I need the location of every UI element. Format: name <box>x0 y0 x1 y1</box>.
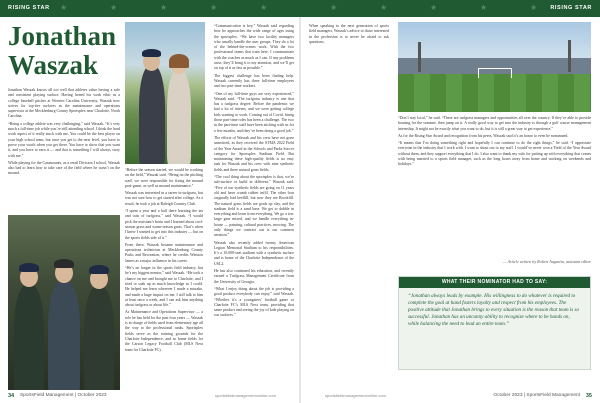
photo-couple <box>125 22 205 164</box>
article-column-5 <box>398 116 591 256</box>
article-title: Jonathan Waszak <box>8 21 117 80</box>
page-spine <box>299 17 301 403</box>
quote-box-header: WHAT THEIR NOMINATOR HAD TO SAY: <box>399 277 590 288</box>
article-column-1 <box>8 88 120 212</box>
star-icon: ★ <box>330 3 338 12</box>
person-figure <box>139 66 165 164</box>
cap-icon <box>142 49 161 57</box>
magazine-footer-left: SportsField Management | October 2023 <box>20 393 107 398</box>
person-figure <box>48 281 80 390</box>
cap-icon <box>54 259 74 268</box>
paragraph: Waszak was interested in a career in turfgrass, but was not sure how to get started after college. As a result, he took a job at Raleigh Country Club. <box>125 191 203 206</box>
paragraph: He has also continued his education, and recently earned a Turfgrass Management Certificate from the University of Georgia. <box>214 269 294 284</box>
photo-stadium-field <box>398 22 591 112</box>
website-url-right: sportsfieldmanagementonline.com <box>325 393 386 398</box>
person-figure <box>14 285 44 390</box>
cap-icon <box>19 263 39 272</box>
paragraph: While playing for the Catamounts, as a retail Division I school, Waszak also had to learn how to take care of the field where he wasn’t on the mound. <box>8 160 120 176</box>
article-column-2 <box>125 168 203 390</box>
cap-icon <box>89 265 109 274</box>
section-label-right: RISING STAR <box>550 5 592 11</box>
paragraph: When speaking to the next generation of sports field managers, Waszak’s advice to those interested in the profession is to never be afraid to ask questions. <box>309 24 389 44</box>
star-icon: ★ <box>110 3 118 12</box>
star-icon: ★ <box>260 3 268 12</box>
paragraph: As Maintenance and Operations Supervisor — a role he has held for the past four years — Waszak is in charge of fields used from elementary age all the way to the professional ranks. Sportsplex fields serve as the training grounds for the Charlotte Independence, and as home fields for the Carson Legacy Football Club (MLS Next team for Charlotte FC). <box>125 310 203 352</box>
paragraph: Waszak also recently added twenty American Legion Memorial Stadium to his responsibilities. It’s a 10,000-seat stadium with a synthetic surface and is home of the Charlotte Independence of the USL2. <box>214 240 294 266</box>
star-icon: ★ <box>430 3 438 12</box>
page-number-left: 34 <box>8 393 15 399</box>
star-icon: ★ <box>380 3 388 12</box>
paragraph: “Being a college athlete was very challenging,” said Waszak. “It’s very much a full-time job while you’re still attending school. I think the hard work aspect of it really stuck with me. You could be the best player on your high school team, but once you get to the next level, you have to prove your worth when you get there. You have to show that you want it, and you have to earn it — and that is something I will always carry with me.” <box>8 121 120 158</box>
turf-field <box>398 74 591 112</box>
nominator-quote-box <box>398 276 591 370</box>
section-band <box>0 0 600 17</box>
light-pole <box>568 40 571 72</box>
goal-frame <box>478 68 512 78</box>
person-figure <box>84 287 114 390</box>
star-icon: ★ <box>60 3 68 12</box>
article-column-4 <box>309 24 389 390</box>
paragraph: “I spent a year and a half there learning the ins and outs of turfgrass,” said Waszak. “I would pick the assistant’s brain and I learned about cool-season grass and warm-season grass. That’s when I knew I wanted to get into this industry — but on the sports fields side of it.” <box>125 209 203 240</box>
website-url-left: sportsfieldmanagementonline.com <box>215 393 276 398</box>
star-icon: ★ <box>480 3 488 12</box>
paragraph: The efforts of Waszak and his crew have not gone unnoticed, as they received the STMA 2022 Field of the Year Award in the Schools and Parks Soccer category for Sportsplex Stadium Field. But maintaining these high-quality fields is no easy task for Waszak and his crew with nine synthetic fields and three natural grass fields. <box>214 135 294 172</box>
star-icon: ★ <box>210 3 218 12</box>
paragraph: “The cool thing about the sportsplex is that, we’re sub-surface or build in different,” Waszak said. “Five of our synthetic fields are going on 11 years old and have crumb rubber infill. The other four originally had beeflill, but now they are Brockfill. The natural grass fields are goals up clay, and the stadium field is a sand base. We get to dabble in everything and learn from everything. We go a ton: large gear mixed, and we handle everything in-house — painting, cultural practices, mowing. The only things we contract out is our common aeration.” <box>214 175 294 238</box>
paragraph: “One of my full-time guys are very experienced,” Waszak said. “The turfgrass industry is one that has a turfgrass degree. Before the pandemic we had a lot of interns, and we were getting college kids wanting to work. Coming out of Covid, hiring those part-time roles has been a challenge. The two in the part-time staff have been sticking with us for a few months, and they’ve been doing a good job.” <box>214 91 294 133</box>
page-number-right: 35 <box>585 393 592 399</box>
photo-crew <box>8 215 120 390</box>
paragraph: “What I enjoy doing about the job is providing a good product everybody can enjoy,” said Waszak. “Whether it’s a youngsters’ football game or Charlotte FC’s MLS Next team, providing that same product and seeing the joy of kids playing on our surfaces.” <box>214 286 294 318</box>
magazine-footer-right: October 2023 | SportsField Management <box>493 393 580 398</box>
paragraph: “Don’t stay local,” he said. “There are turfgrass managers and opportunities all over the country. If they’re able to provide housing for the summer, then jump on it. A really good way to get into the industry is through a golf course management internship. It might not be exactly what you want to do, but it is still a great way to get experience.” <box>398 116 591 131</box>
star-icon: ★ <box>160 3 168 12</box>
paragraph: “It means that I’m doing something right and hopefully I can continue to do the right things,” he said. “I appreciate everyone in the industry that I work with. I want to shout out to my staff. I would’ve never won a Field of the Year Award without them, and they support everything that I do. I also want to thank my wife for putting up with everything that comes with being married to a sports field manager, such as the long hours away from home and working on weekends and holidays.” <box>398 141 591 167</box>
paragraph: The biggest challenge has been finding help. Waszak currently has three full-time employees and two part-time workers. <box>214 73 294 89</box>
person-figure <box>167 70 191 164</box>
quote-box-text: “Jonathan always leads by example. His willingness to do whatever is required to complete the goal at hand fosters loyalty and respect from his employees. The positive attitude that Jonathan brings to every situation is the reason that team is so successful. Jonathan has an uncanny ability to recognize where to be hands on, while balancing the need to lead an entire team.” <box>408 293 580 327</box>
paragraph: “He’s no longer in the sports field industry, but he’s my biggest mentor,” said Waszak. “He took a chance on me and brought me to Charlotte, and I tried to soak up as much knowledge as I could. He helped me learn wherever I made a mistake, and made a huge impact on me. I still talk to him at least once a week, and I can ask him anything about turfgrass or about life.” <box>125 266 203 308</box>
article-byline: — Article written by Robert Augustin, assistant editor <box>502 259 591 264</box>
article-column-3 <box>214 24 294 390</box>
paragraph: “Communication is key,” Waszak said regarding how he approaches the wide range of ages using the sportsplex. “We have two facility managers who usually handle the user groups. They do a lot of the behind-the-scenes work. With the two professional teams that train here, I communicate with the coaches as much as I can. If any problems arise, they’ll bring it to my attention, and we’ll get on top of it as fast as possible.” <box>214 24 294 71</box>
section-label-left: RISING STAR <box>8 5 50 11</box>
star-icon: ★ <box>530 3 538 12</box>
light-pole <box>418 42 421 72</box>
paragraph: Jonathan Waszak knows all too well that athletes value having a safe and consistent playing surface. Having honed his work ethic as a college baseball pitcher at Western Carolina University, Waszak now strives for top-tier surfaces as the maintenance and operations supervisor at the Mecklenburg County Sportsplex near Charlotte, North Carolina. <box>8 88 120 119</box>
paragraph: As for the Rising Star Award and recognition from his peers, Waszak said it’s an honor to even be nominated. <box>398 133 569 138</box>
paragraph: From there, Waszak became maintenance and operations technician at Mecklenburg County Parks and Recreation, where he credits Winston James as a major influence in his career. <box>125 242 203 263</box>
paragraph: “Before the season started, we would be working on the field,” Waszak said. “Being on the pitching staff, we were responsible for fixing the mound post-game, as well as mound maintenance.” <box>125 168 203 188</box>
hair-shape <box>169 54 189 68</box>
